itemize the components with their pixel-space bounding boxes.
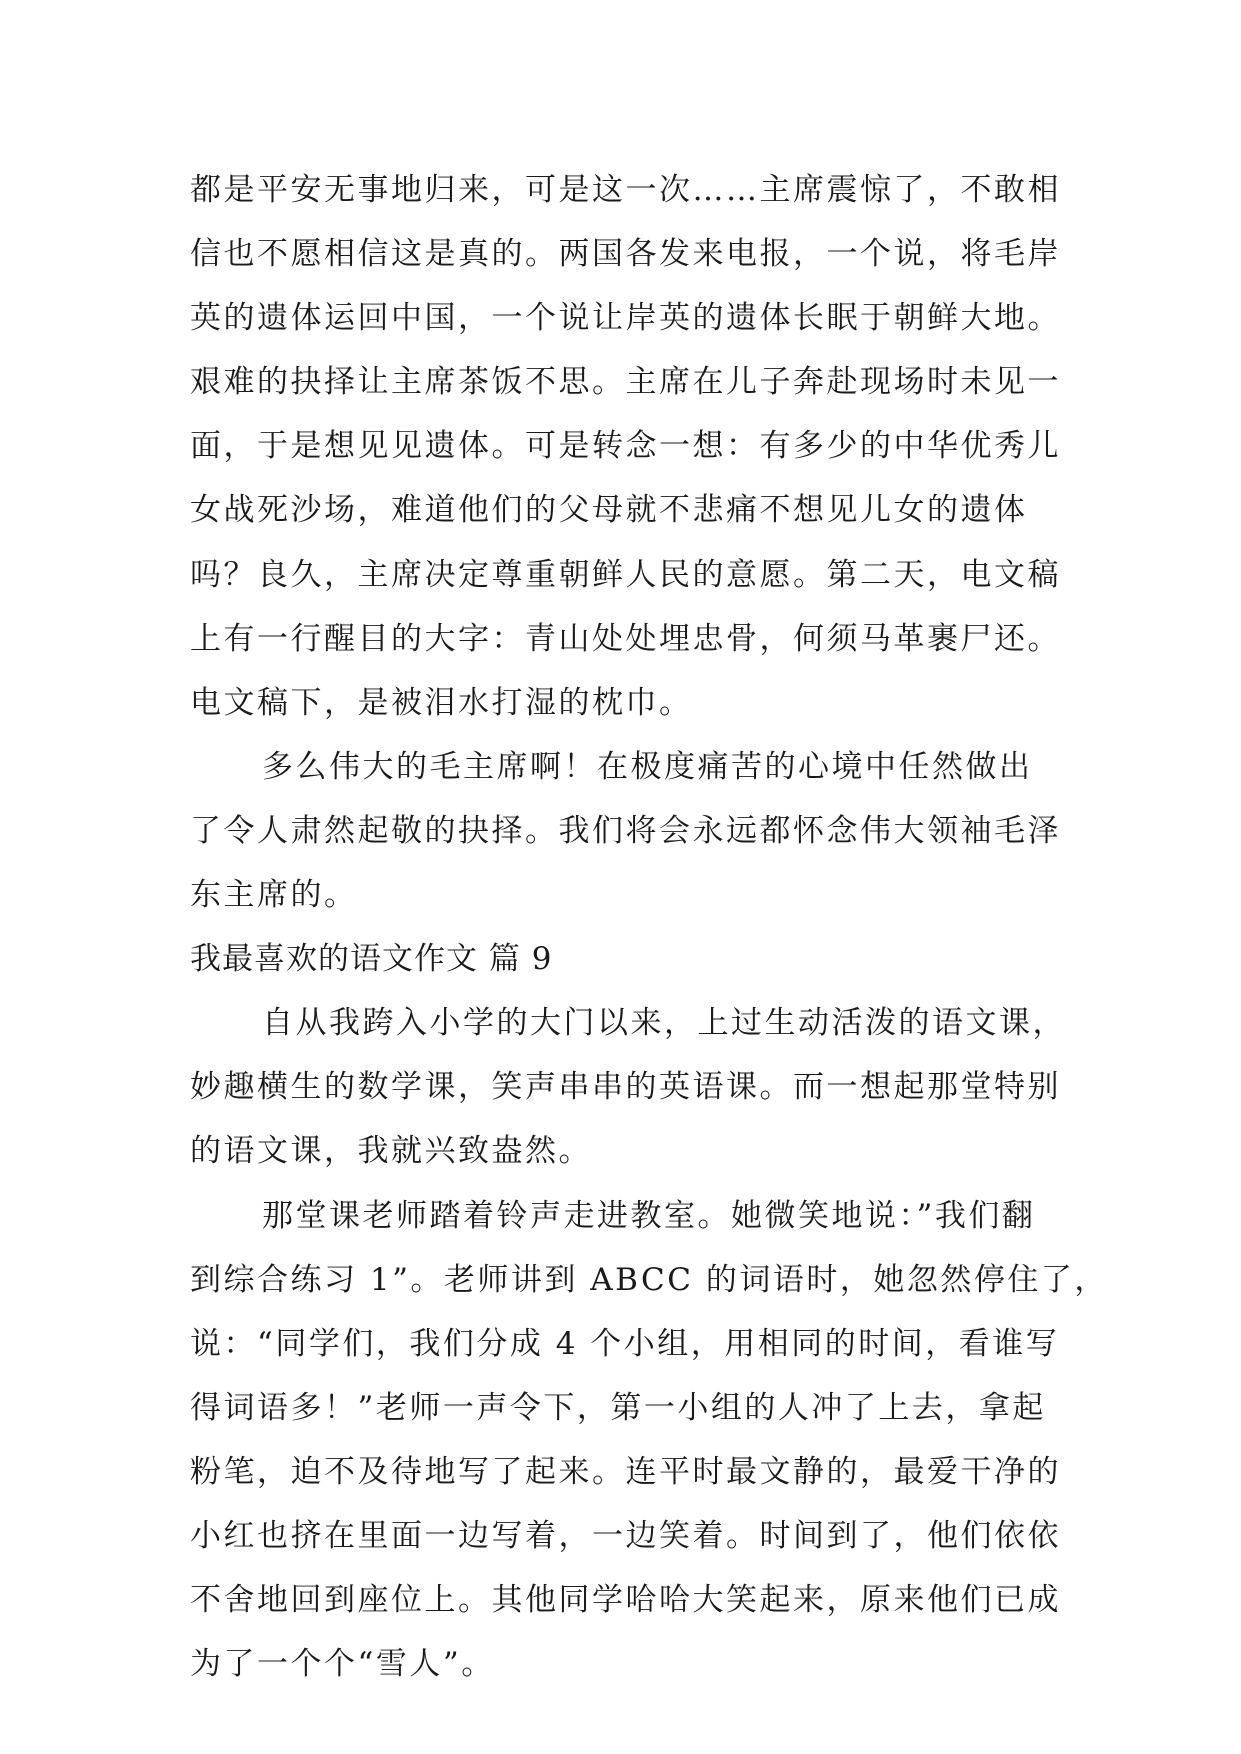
section-heading: 我最喜欢的语文作文 篇 9 (190, 941, 553, 978)
text-line: 东主席的。 (190, 877, 358, 914)
text-line: 得词语多！”老师一声令下，第一小组的人冲了上去，拿起 (190, 1389, 1046, 1426)
text-line: 到综合练习 1”。老师讲到 ABCC 的词语时，她忽然停住了， (190, 1261, 1108, 1298)
paragraph-first-line: 那堂课老师踏着铃声走进教室。她微笑地说：”我们翻 (262, 1197, 1036, 1234)
text-line: 为了一个个“雪人”。 (190, 1646, 495, 1683)
text-line: 了令人肃然起敬的抉择。我们将会永远都怀念伟大领袖毛泽 (190, 812, 1061, 849)
text-line: 电文稿下，是被泪水打湿的枕巾。 (190, 684, 693, 721)
text-line: 粉笔，迫不及待地写了起来。连平时最文静的，最爱干净的 (190, 1453, 1061, 1490)
text-line: 说：“同学们，我们分成 4 个小组，用相同的时间，看谁写 (190, 1325, 1060, 1362)
text-line: 不舍地回到座位上。其他同学哈哈大笑起来，原来他们已成 (190, 1582, 1061, 1619)
text-line: 吗？良久，主席决定尊重朝鲜人民的意愿。第二天，电文稿 (190, 556, 1061, 593)
text-line: 信也不愿相信这是真的。两国各发来电报，一个说，将毛岸 (190, 236, 1061, 273)
text-line: 英的遗体运回中国，一个说让岸英的遗体长眠于朝鲜大地。 (190, 300, 1061, 337)
text-line: 妙趣横生的数学课，笑声串串的英语课。而一想起那堂特别 (190, 1069, 1061, 1106)
text-line: 艰难的抉择让主席茶饭不思。主席在儿子奔赴现场时未见一 (190, 364, 1061, 401)
text-line: 都是平安无事地归来，可是这一次……主席震惊了，不敢相 (190, 172, 1061, 208)
paragraph-first-line: 自从我跨入小学的大门以来，上过生动活泼的语文课， (262, 1005, 1066, 1042)
text-line: 的语文课，我就兴致盎然。 (190, 1133, 592, 1170)
text-line: 女战死沙场，难道他们的父母就不悲痛不想见儿女的遗体 (190, 492, 1028, 529)
document-body (190, 158, 1108, 1696)
text-line: 面，于是想见见遗体。可是转念一想：有多少的中华优秀儿 (190, 428, 1061, 465)
text-line: 上有一行醒目的大字：青山处处埋忠骨，何须马革裹尸还。 (190, 620, 1061, 657)
text-line: 小红也挤在里面一边写着，一边笑着。时间到了，他们依依 (190, 1517, 1061, 1554)
paragraph-first-line: 多么伟大的毛主席啊！在极度痛苦的心境中任然做出 (262, 748, 1033, 785)
